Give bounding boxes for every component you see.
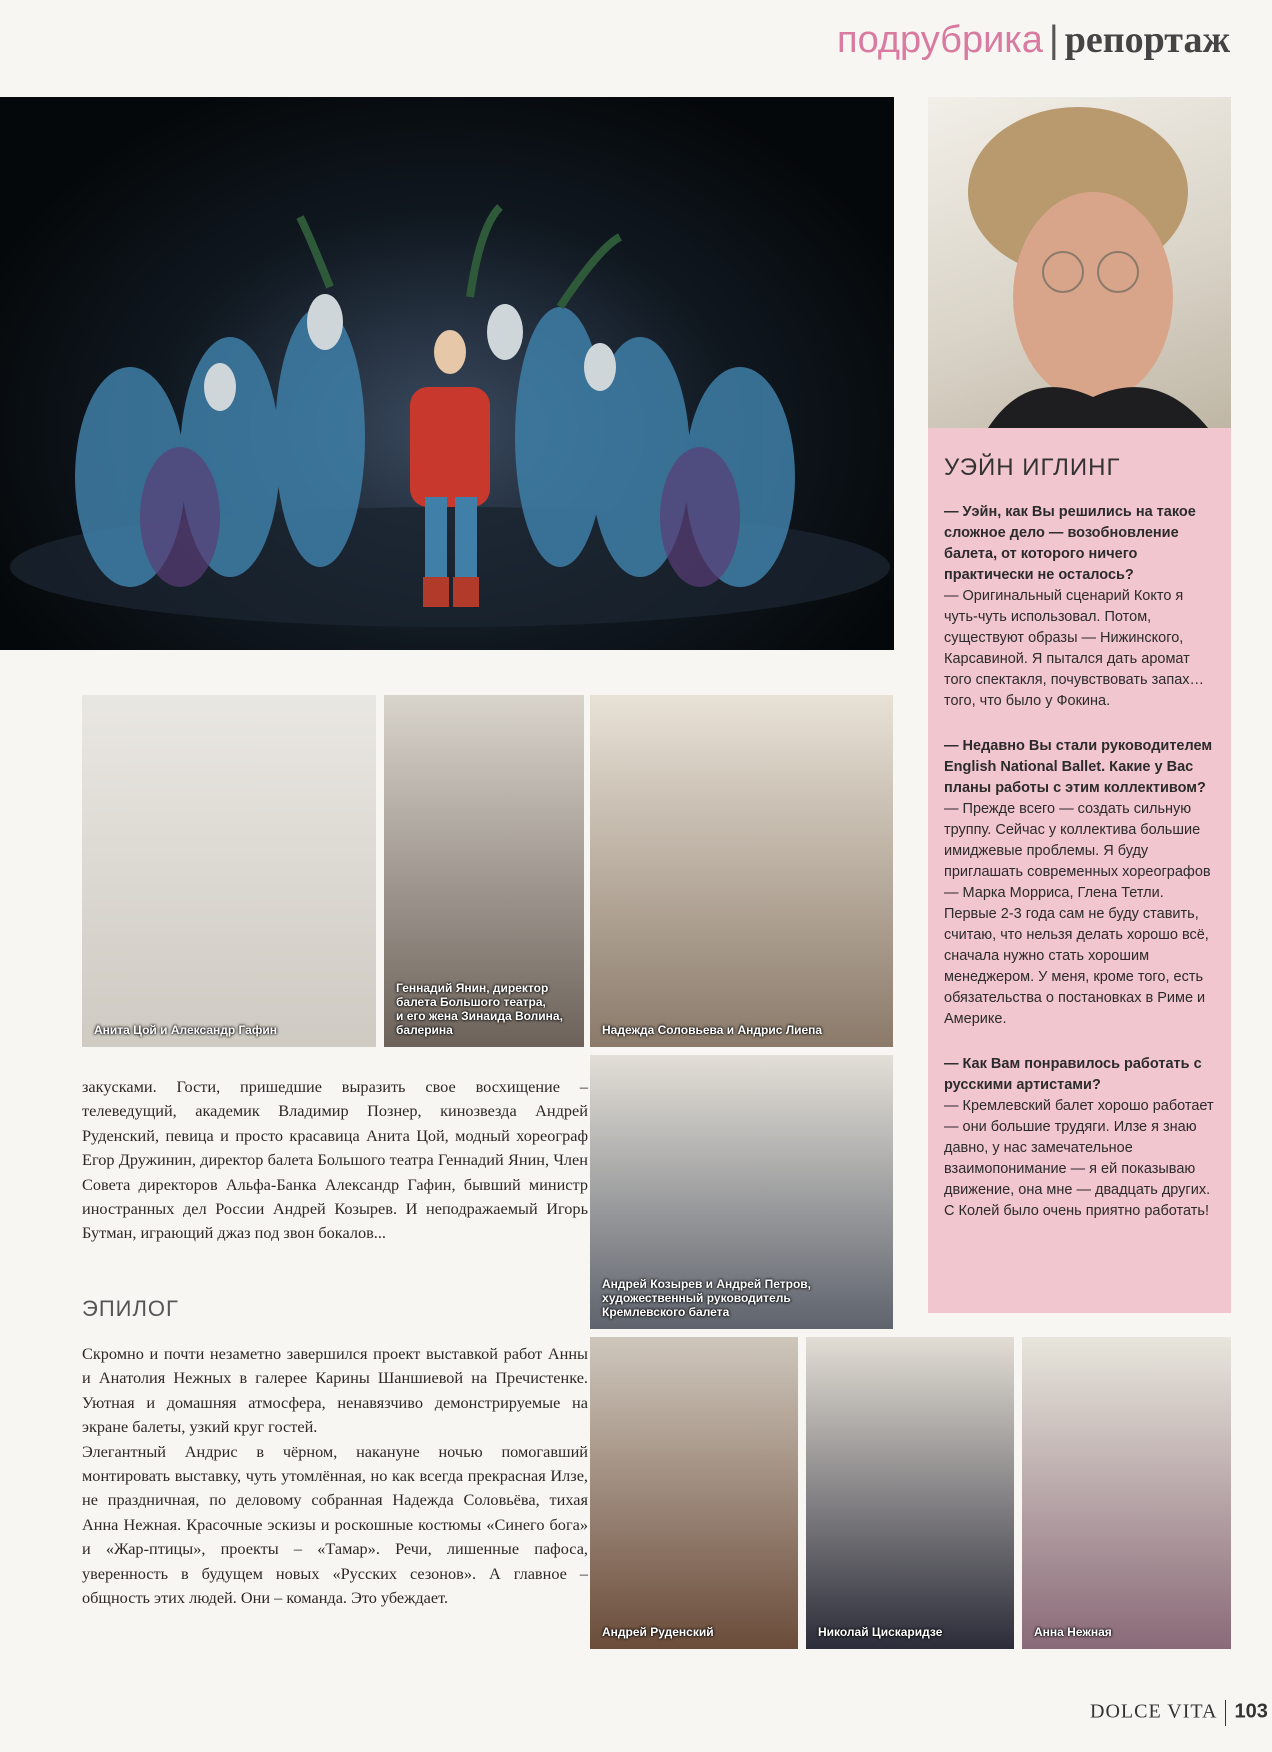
photo-caption: Анита Цой и Александр Гафин xyxy=(94,1023,277,1037)
page-number: 103 xyxy=(1234,1700,1268,1723)
photo-andrei-rudensky xyxy=(590,1337,798,1649)
interview-answer: — Кремлевский балет хорошо работает — они большие трудяги. Илзе я знаю давно, у нас замечательное взаимопонимание — я ей показываю движение, она мне — двадцать других. С Колей было очень приятно работать! xyxy=(944,1098,1214,1219)
photo-nikolai-tsiskaridze xyxy=(806,1337,1014,1649)
photo-caption: Анна Нежная xyxy=(1034,1625,1112,1639)
photo-nadezhda-solovyova xyxy=(590,695,893,1047)
article-epilog xyxy=(82,1342,588,1610)
photo-caption: Андрей Козырев и Андрей Петров, художественный руководитель Кремлевского балета xyxy=(602,1277,812,1319)
portrait-illustration xyxy=(928,97,1231,428)
interview-body xyxy=(944,502,1220,1246)
subrubric-label: подрубрика xyxy=(837,19,1043,61)
magazine-name: DOLCE VITA xyxy=(1090,1700,1218,1723)
ballet-stage-photo xyxy=(0,97,894,650)
photo-andrei-kozyrev xyxy=(590,1055,893,1329)
rubric-separator: | xyxy=(1048,19,1059,61)
photo-caption: Николай Цискаридзе xyxy=(818,1625,943,1639)
interview-box xyxy=(928,428,1231,1313)
ballet-stage-illustration xyxy=(0,97,894,650)
epilog-heading: ЭПИЛОГ xyxy=(82,1296,179,1321)
rubric-header xyxy=(760,18,1230,68)
photo-gennady-yanin xyxy=(384,695,584,1047)
photo-anita-tsoi xyxy=(82,695,376,1047)
article-text: Скромно и почти незаметно завершился проект выставкой работ Анны и Анатолия Нежных в галерее Карины Шаншиевой на Пречистенке. Уютная и домашняя атмосфера, ненавязчиво демонстрируемые на экране балеты, узкий круг гостей. xyxy=(82,1344,588,1437)
page-footer xyxy=(1090,1700,1272,1730)
interview-answer: — Оригинальный сценарий Кокто я чуть-чуть использовал. Потом, существуют образы — Нижинского, Карсавиной. Я пытался дать аромат того спектакля, почувствовать запах… того, что было у Фокина. xyxy=(944,588,1205,709)
article-text: Элегантный Андрис в чёрном, накануне ночью помогавший монтировать выставку, чуть утомлённая, но как всегда прекрасная Илзе, не праздничная, по деловому собранная Надежда Соловьёва, тихая Анна Нежная. Красочные эскизы и роскошные костюмы «Синего бога» и «Жар-птицы», проекты – «Тамар». Речи, лишенные пафоса, уверенность в будущем новых «Русских сезонов». А главное – общность этих людей. Они – команда. Это убеждает. xyxy=(82,1441,588,1608)
interviewee-name: УЭЙН ИГЛИНГ xyxy=(944,454,1121,481)
interview-question: — Недавно Вы стали руководителем English National Ballet. Какие у Вас планы работы с этим коллективом? xyxy=(944,738,1213,796)
wayne-eagling-portrait xyxy=(928,97,1231,428)
photo-caption: Надежда Соловьева и Андрис Лиепа xyxy=(602,1023,823,1037)
article-text: закусками. Гости, пришедшие выразить свое восхищение – телеведущий, академик Владимир Познер, кинозвезда Андрей Руденский, певица и просто красавица Анита Цой, модный хореограф Егор Дружинин, директор балета Большого театра Геннадий Янин, Член Совета директоров Альфа-Банка Александр Гафин, бывший министр иностранных дел России Андрей Козырев. И неподражаемый Игорь Бутман, играющий джаз под звон бокалов... xyxy=(82,1077,588,1243)
photo-caption: Андрей Руденский xyxy=(602,1625,714,1639)
footer-divider xyxy=(1225,1700,1226,1726)
interview-question: — Как Вам понравилось работать с русскими артистами? xyxy=(944,1056,1202,1093)
article-paragraph-1 xyxy=(82,1075,588,1246)
photo-anna-nezhnaya xyxy=(1022,1337,1231,1649)
interview-answer: — Прежде всего — создать сильную труппу. Сейчас у коллектива большие имиджевые проблемы. Я буду приглашать современных хореографов — Марка Морриса, Глена Тетли. Первые 2-3 года сам не буду ставить, считаю, что нельзя делать хорошо всё, сначала нужно стать хорошим менеджером. У меня, кроме того, есть обязательства о постановках в Риме и Америке. xyxy=(944,801,1211,1027)
interview-question: — Уэйн, как Вы решились на такое сложное дело — возобновление балета, от которого ничего практически не осталось? xyxy=(944,504,1196,583)
rubric-label: репортаж xyxy=(1064,19,1230,61)
photo-caption: Геннадий Янин, директор балета Большого театра, и его жена Зинаида Волина, балерина xyxy=(396,981,563,1037)
